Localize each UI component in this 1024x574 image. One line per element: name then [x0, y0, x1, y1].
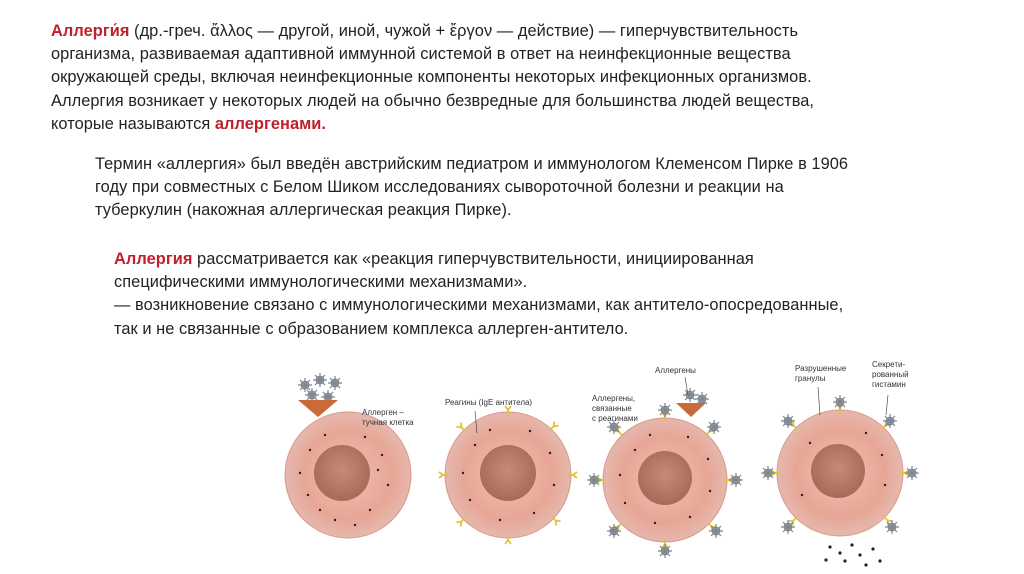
allergens-term: аллергенами.	[214, 114, 327, 133]
mechanism-paragraph: Аллергия рассматривается как «реакция гиперчувствительности, инициированная специфическими иммунологическими механизмами». — возникновение связано с иммунологическими механизмами, как антитело-опосредованные, так и не связанные с образованием комплекса аллерген-антитело.	[114, 250, 844, 338]
cell-stage-3	[587, 366, 743, 558]
label-bound-allergens: Аллергены,	[592, 394, 636, 403]
svg-text:тучная клетка: тучная клетка	[362, 418, 414, 427]
label-allergen-mast: Аллерген –	[362, 408, 404, 417]
mast-cell-illustration	[270, 355, 960, 570]
label-reagins: Реагины (IgE антитела)	[445, 398, 533, 407]
allergy-term: Аллерги́я	[51, 22, 130, 40]
svg-text:рованный: рованный	[872, 370, 909, 379]
cell-stage-1	[285, 373, 414, 538]
history-paragraph: Термин «аллергия» был введён австрийским педиатром и иммунологом Клеменсом Пирке в 1906 году при совместных с Белом Шиком исследованиях сывороточной болезни и реакции на туберкулин (накожная аллергическая реакция Пирке).	[95, 155, 849, 220]
definition-paragraph: Аллерги́я (др.-греч. ἄλλος — другой, иной, чужой + ἔργον — действие) — гиперчувствительность организма, развиваемая адаптивной иммунной системой в ответ на неинфекционные вещества окружающей среды, включая неинфекционные компоненты некоторых инфекционных организмов. Аллергия возникает у некоторых людей на обычно безвредные для большинства людей вещества, которые называются аллергенами.	[51, 22, 815, 133]
label-secreted-histamine: Секрети-	[872, 360, 906, 369]
released-granules	[824, 543, 881, 566]
svg-text:с реагинами: с реагинами	[592, 414, 638, 423]
allergy-term-2: Аллергия	[114, 250, 193, 268]
svg-text:гистамин: гистамин	[872, 380, 906, 389]
svg-text:гранулы: гранулы	[795, 374, 826, 383]
label-destroyed-granules: Разрушенные	[795, 364, 847, 373]
cell-stage-2	[439, 398, 577, 544]
label-allergens: Аллергены	[655, 366, 696, 375]
cell-stage-4	[761, 360, 919, 567]
svg-text:связанные: связанные	[592, 404, 632, 413]
allergen-cluster	[298, 373, 342, 404]
